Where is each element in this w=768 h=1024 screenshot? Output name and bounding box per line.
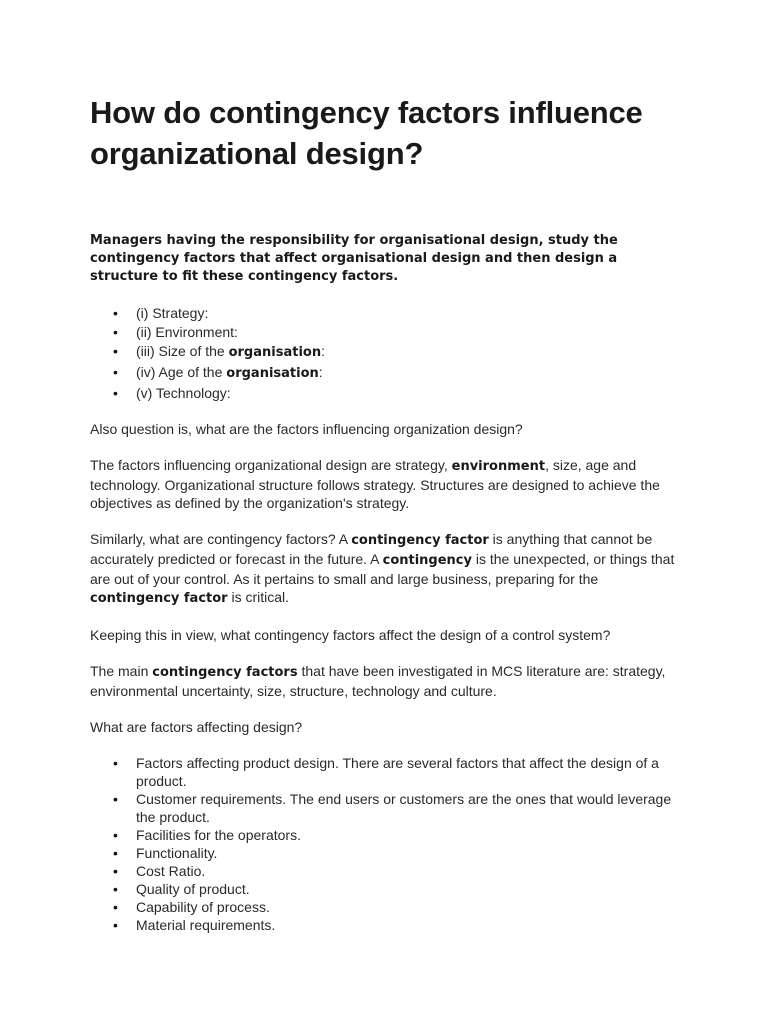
list-item: • (iii) Size of the organisation: xyxy=(113,343,325,360)
page-title: How do contingency factors influence organizational design? xyxy=(90,95,643,171)
list-item: • Cost Ratio. xyxy=(113,863,206,879)
bullet-icon: • xyxy=(113,791,118,807)
bullet-icon: • xyxy=(113,343,118,359)
bullet-icon: • xyxy=(113,324,118,340)
list-item: • Capability of process. xyxy=(113,899,270,915)
answer-paragraph-1: The factors influencing organizational design are strategy, environment, size, age and technology. Organizational structure follows strategy. Structures are designed to achieve the objectives as defined by the organization's strategy. xyxy=(90,457,660,511)
question-paragraph-1: Also question is, what are the factors influencing organization design? xyxy=(90,421,523,437)
list-item: • (v) Technology: xyxy=(113,385,231,401)
list-item: • Facilities for the operators. xyxy=(113,827,301,843)
bullet-icon: • xyxy=(113,364,118,380)
question-paragraph-2: Keeping this in view, what contingency factors affect the design of a control system? xyxy=(90,627,611,643)
answer-paragraph-3: The main contingency factors that have been investigated in MCS literature are: strategy, environmental uncertainty, size, structure, technology and culture. xyxy=(90,663,666,699)
bullet-icon: • xyxy=(113,845,118,861)
list-item: • Factors affecting product design. There are several factors that affect the design of a product. xyxy=(113,755,659,789)
question-paragraph-3: What are factors affecting design? xyxy=(90,719,303,735)
list-item: • (iv) Age of the organisation: xyxy=(113,364,323,381)
bullet-icon: • xyxy=(113,755,118,771)
bullet-icon: • xyxy=(113,881,118,897)
bullet-icon: • xyxy=(113,863,118,879)
list-item: • Quality of product. xyxy=(113,881,250,897)
intro-paragraph: Managers having the responsibility for organisational design, study the contingency factors that affect organisational design and then design a structure to fit these contingency factors. xyxy=(90,233,618,284)
list-item: • Functionality. xyxy=(113,845,218,861)
bullet-icon: • xyxy=(113,827,118,843)
bullet-icon: • xyxy=(113,899,118,915)
bullet-icon: • xyxy=(113,385,118,401)
bullet-icon: • xyxy=(113,305,118,321)
bullet-icon: • xyxy=(113,917,118,933)
document-page xyxy=(90,92,680,952)
list-item: • (ii) Environment: xyxy=(113,324,238,340)
list-item: • Material requirements. xyxy=(113,917,276,933)
list-item: • Customer requirements. The end users or customers are the ones that would leverage the product. xyxy=(113,791,672,825)
contingency-factors-list xyxy=(90,304,680,402)
design-factors-list xyxy=(90,754,680,934)
answer-paragraph-2: Similarly, what are contingency factors? A contingency factor is anything that cannot be accurately predicted or forecast in the future. A contingency is the unexpected, or things that are out of your control. As it pertains to small and large business, preparing for the contingency factor is critical. xyxy=(90,531,675,606)
list-item: • (i) Strategy: xyxy=(113,305,209,321)
